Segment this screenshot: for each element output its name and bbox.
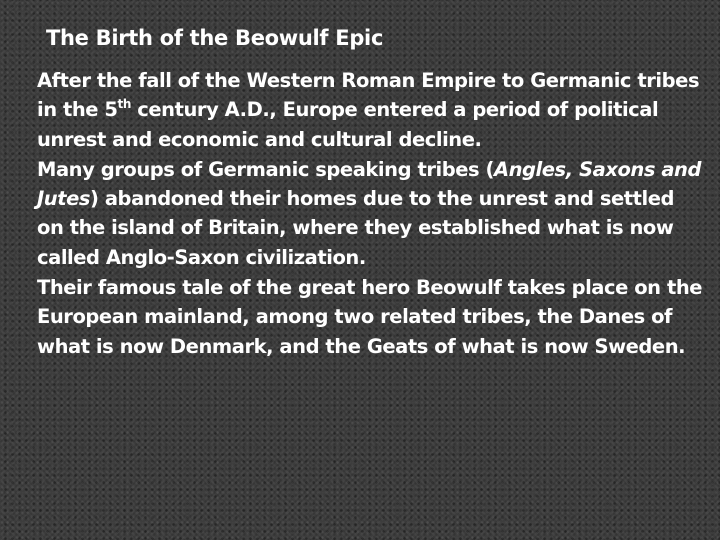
slide-body: [37, 66, 705, 361]
paragraph-2-text: Many groups of Germanic speaking tribes (: [37, 157, 494, 181]
ordinal-superscript: th: [117, 96, 131, 111]
tribe-names: Angles, Saxons and Jutes: [37, 157, 701, 211]
paragraph-germanic-tribes: [37, 155, 705, 272]
paragraph-1-text: After the fall of the Western Roman Empire to Germanic tribes in the 5: [37, 69, 700, 122]
slide-title: The Birth of the Beowulf Epic: [46, 26, 384, 50]
paragraph-beowulf-setting: Their famous tale of the great hero Beowulf takes place on the European mainland, among two related tribes, the Danes of what is now Denmark, and the Geats of what is now Sweden.: [37, 276, 703, 358]
paragraph-roman-empire: [37, 66, 705, 154]
paragraph-1-text-continued: century A.D., Europe entered a period of political unrest and economic and cultural decline.: [37, 98, 659, 151]
paragraph-2-text-continued: ) abandoned their homes due to the unrest and settled on the island of Britain, where they established what is now called Anglo-Saxon civilization.: [37, 187, 675, 269]
